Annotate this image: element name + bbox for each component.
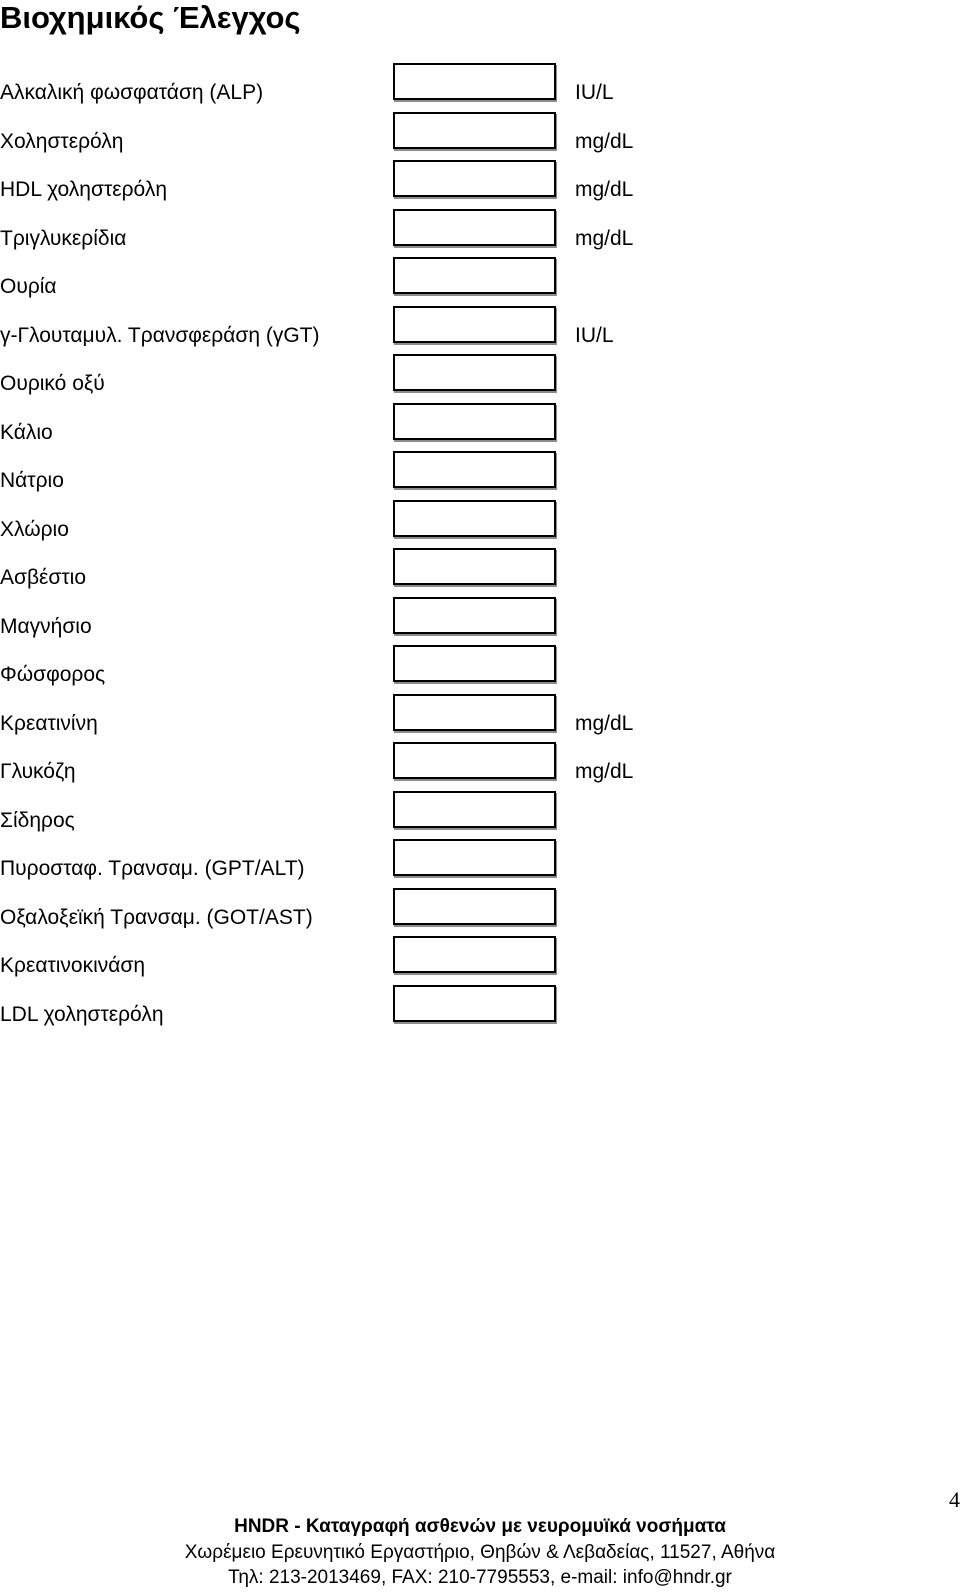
- unit-label: mg/dL: [575, 711, 634, 735]
- test-value-field[interactable]: [393, 403, 556, 440]
- test-label: Κρεατινοκινάση: [0, 954, 146, 977]
- form-row: [0, 402, 960, 451]
- test-value-field[interactable]: [393, 209, 556, 246]
- test-value-field[interactable]: [393, 63, 556, 100]
- form-row: [0, 741, 960, 790]
- page-footer: [0, 1514, 960, 1591]
- page-number: 4: [949, 1487, 960, 1512]
- test-label: Χλώριο: [0, 517, 69, 541]
- test-label: Γλυκόζη: [0, 760, 76, 783]
- unit-label: IU/L: [575, 323, 614, 347]
- test-value-field[interactable]: [393, 500, 556, 537]
- footer-contact: Τηλ: 213-2013469, FAX: 210-7795553, e-mail: info@hndr.gr: [228, 1567, 732, 1588]
- test-label: Μαγνήσιο: [0, 614, 92, 638]
- unit-label: mg/dL: [575, 178, 634, 201]
- test-label: Κάλιο: [0, 420, 53, 444]
- test-value-field[interactable]: [393, 839, 556, 876]
- test-label: Αλκαλική φωσφατάση (ALP): [0, 81, 264, 104]
- test-label: Φώσφορος: [0, 663, 106, 686]
- form-row: [0, 693, 960, 742]
- test-label: Σίδηρος: [0, 808, 75, 832]
- form-row: [0, 935, 960, 984]
- test-label: Κρεατινίνη: [0, 711, 98, 735]
- test-value-field[interactable]: [393, 451, 556, 488]
- test-value-field[interactable]: [393, 791, 556, 828]
- test-value-field[interactable]: [393, 354, 556, 391]
- test-value-field[interactable]: [393, 936, 556, 973]
- test-value-field[interactable]: [393, 742, 556, 779]
- form-row: [0, 644, 960, 693]
- form-row: [0, 208, 960, 257]
- unit-label: mg/dL: [575, 226, 634, 250]
- form-row: [0, 353, 960, 402]
- footer-address: Χωρέμειο Ερευνητικό Εργαστήριο, Θηβών & Λεβαδείας, 11527, Αθήνα: [184, 1541, 776, 1563]
- form-row: [0, 450, 960, 499]
- form-row: [0, 984, 960, 1033]
- test-value-field[interactable]: [393, 694, 556, 731]
- unit-label: IU/L: [575, 81, 614, 104]
- test-value-field[interactable]: [393, 306, 556, 343]
- form-row: [0, 111, 960, 160]
- test-label: LDL χοληστερόλη: [0, 1002, 164, 1026]
- test-value-field[interactable]: [393, 645, 556, 682]
- test-label: Χοληστερόλη: [0, 129, 124, 153]
- form-row: [0, 790, 960, 839]
- test-label: HDL χοληστερόλη: [0, 178, 168, 201]
- test-label: Οξαλοξεϊκή Τρανσαμ. (GOT/AST): [0, 905, 313, 929]
- form-row: [0, 499, 960, 548]
- test-label: Ουρία: [0, 275, 57, 298]
- form-row: [0, 887, 960, 936]
- unit-label: mg/dL: [575, 129, 634, 153]
- test-label: γ-Γλουταμυλ. Τρανσφεράση (γGT): [0, 323, 320, 347]
- test-label: Ασβέστιο: [0, 566, 87, 589]
- form-row: [0, 256, 960, 305]
- biochemistry-form: [0, 62, 960, 1032]
- test-label: Πυροσταφ. Τρανσαμ. (GPT/ALT): [0, 857, 305, 880]
- test-label: Νάτριο: [0, 469, 64, 492]
- footer-title: HNDR - Καταγραφή ασθενών με νευρομυϊκά νοσήματα: [234, 1516, 726, 1537]
- test-value-field[interactable]: [393, 597, 556, 634]
- test-value-field[interactable]: [393, 888, 556, 925]
- form-row: [0, 159, 960, 208]
- test-value-field[interactable]: [393, 160, 556, 197]
- form-row: [0, 838, 960, 887]
- test-value-field[interactable]: [393, 985, 556, 1022]
- test-label: Ουρικό οξύ: [0, 372, 105, 395]
- form-row: [0, 62, 960, 111]
- form-row: [0, 305, 960, 354]
- test-value-field[interactable]: [393, 548, 556, 585]
- form-row: [0, 547, 960, 596]
- test-value-field[interactable]: [393, 257, 556, 294]
- test-value-field[interactable]: [393, 112, 556, 149]
- page-title: Βιοχημικός Έλεγχος: [0, 0, 301, 35]
- test-label: Τριγλυκερίδια: [0, 226, 127, 250]
- form-row: [0, 596, 960, 645]
- unit-label: mg/dL: [575, 760, 634, 783]
